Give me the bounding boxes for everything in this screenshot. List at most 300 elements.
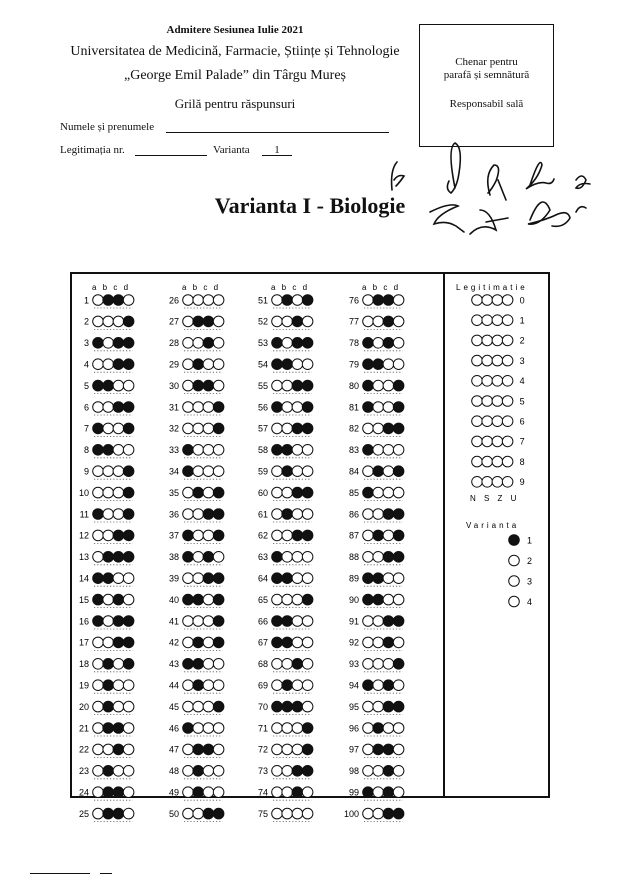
answer-bubble[interactable] bbox=[213, 552, 224, 563]
answer-bubble[interactable] bbox=[203, 359, 214, 370]
answer-bubble[interactable] bbox=[282, 744, 293, 755]
answer-bubble[interactable] bbox=[363, 359, 374, 370]
answer-bubble[interactable] bbox=[213, 445, 224, 456]
answer-bubble[interactable] bbox=[383, 423, 394, 434]
answer-bubble[interactable] bbox=[123, 766, 134, 777]
answer-bubble[interactable] bbox=[363, 380, 374, 391]
answer-bubble[interactable] bbox=[103, 466, 114, 477]
answer-bubble[interactable] bbox=[183, 402, 194, 413]
id-digit-bubble[interactable] bbox=[492, 416, 503, 427]
answer-bubble[interactable] bbox=[282, 487, 293, 498]
answer-bubble[interactable] bbox=[123, 616, 134, 627]
answer-bubble[interactable] bbox=[272, 787, 283, 798]
answer-bubble[interactable] bbox=[183, 359, 194, 370]
answer-bubble[interactable] bbox=[203, 637, 214, 648]
answer-bubble[interactable] bbox=[363, 723, 374, 734]
answer-bubble[interactable] bbox=[363, 744, 374, 755]
answer-bubble[interactable] bbox=[213, 573, 224, 584]
answer-bubble[interactable] bbox=[363, 487, 374, 498]
answer-bubble[interactable] bbox=[272, 637, 283, 648]
answer-bubble[interactable] bbox=[373, 445, 384, 456]
answer-bubble[interactable] bbox=[183, 616, 194, 627]
answer-bubble[interactable] bbox=[393, 766, 404, 777]
answer-bubble[interactable] bbox=[203, 594, 214, 605]
answer-bubble[interactable] bbox=[103, 637, 114, 648]
answer-bubble[interactable] bbox=[203, 680, 214, 691]
answer-bubble[interactable] bbox=[292, 359, 303, 370]
answer-bubble[interactable] bbox=[363, 295, 374, 306]
answer-bubble[interactable] bbox=[393, 701, 404, 712]
answer-bubble[interactable] bbox=[363, 445, 374, 456]
answer-bubble[interactable] bbox=[123, 594, 134, 605]
answer-bubble[interactable] bbox=[272, 509, 283, 520]
answer-bubble[interactable] bbox=[113, 744, 124, 755]
answer-bubble[interactable] bbox=[393, 659, 404, 670]
answer-bubble[interactable] bbox=[183, 316, 194, 327]
answer-bubble[interactable] bbox=[363, 680, 374, 691]
answer-bubble[interactable] bbox=[93, 509, 104, 520]
answer-bubble[interactable] bbox=[213, 701, 224, 712]
answer-bubble[interactable] bbox=[193, 594, 204, 605]
answer-bubble[interactable] bbox=[93, 808, 104, 819]
answer-bubble[interactable] bbox=[292, 338, 303, 349]
answer-bubble[interactable] bbox=[292, 616, 303, 627]
answer-bubble[interactable] bbox=[93, 552, 104, 563]
answer-bubble[interactable] bbox=[383, 637, 394, 648]
answer-bubble[interactable] bbox=[93, 487, 104, 498]
id-digit-bubble[interactable] bbox=[472, 436, 483, 447]
answer-bubble[interactable] bbox=[363, 509, 374, 520]
id-digit-bubble[interactable] bbox=[472, 376, 483, 387]
answer-bubble[interactable] bbox=[113, 766, 124, 777]
answer-bubble[interactable] bbox=[292, 744, 303, 755]
answer-bubble[interactable] bbox=[302, 744, 313, 755]
answer-bubble[interactable] bbox=[383, 594, 394, 605]
answer-bubble[interactable] bbox=[393, 573, 404, 584]
answer-bubble[interactable] bbox=[93, 680, 104, 691]
id-digit-bubble[interactable] bbox=[492, 477, 503, 488]
answer-bubble[interactable] bbox=[183, 573, 194, 584]
answer-bubble[interactable] bbox=[373, 594, 384, 605]
answer-bubble[interactable] bbox=[383, 744, 394, 755]
answer-bubble[interactable] bbox=[203, 423, 214, 434]
answer-bubble[interactable] bbox=[213, 659, 224, 670]
answer-bubble[interactable] bbox=[292, 701, 303, 712]
answer-bubble[interactable] bbox=[203, 487, 214, 498]
id-digit-bubble[interactable] bbox=[482, 396, 493, 407]
answer-bubble[interactable] bbox=[183, 808, 194, 819]
answer-bubble[interactable] bbox=[213, 295, 224, 306]
answer-bubble[interactable] bbox=[123, 509, 134, 520]
variant-bubble[interactable] bbox=[509, 535, 520, 546]
answer-bubble[interactable] bbox=[383, 723, 394, 734]
answer-bubble[interactable] bbox=[393, 552, 404, 563]
answer-bubble[interactable] bbox=[103, 680, 114, 691]
answer-bubble[interactable] bbox=[123, 787, 134, 798]
answer-bubble[interactable] bbox=[302, 423, 313, 434]
answer-bubble[interactable] bbox=[292, 552, 303, 563]
answer-bubble[interactable] bbox=[103, 573, 114, 584]
answer-bubble[interactable] bbox=[302, 466, 313, 477]
answer-bubble[interactable] bbox=[302, 487, 313, 498]
answer-bubble[interactable] bbox=[383, 402, 394, 413]
answer-bubble[interactable] bbox=[282, 530, 293, 541]
answer-bubble[interactable] bbox=[113, 316, 124, 327]
answer-bubble[interactable] bbox=[383, 530, 394, 541]
answer-bubble[interactable] bbox=[363, 552, 374, 563]
id-digit-bubble[interactable] bbox=[502, 436, 513, 447]
answer-bubble[interactable] bbox=[123, 744, 134, 755]
answer-bubble[interactable] bbox=[272, 487, 283, 498]
answer-bubble[interactable] bbox=[193, 552, 204, 563]
answer-bubble[interactable] bbox=[123, 723, 134, 734]
answer-bubble[interactable] bbox=[183, 594, 194, 605]
answer-bubble[interactable] bbox=[123, 466, 134, 477]
answer-bubble[interactable] bbox=[272, 380, 283, 391]
answer-bubble[interactable] bbox=[103, 487, 114, 498]
answer-bubble[interactable] bbox=[193, 445, 204, 456]
answer-bubble[interactable] bbox=[282, 509, 293, 520]
answer-bubble[interactable] bbox=[272, 530, 283, 541]
answer-bubble[interactable] bbox=[203, 744, 214, 755]
answer-bubble[interactable] bbox=[282, 637, 293, 648]
answer-bubble[interactable] bbox=[193, 616, 204, 627]
answer-bubble[interactable] bbox=[113, 359, 124, 370]
variant-bubble[interactable] bbox=[509, 596, 520, 607]
answer-bubble[interactable] bbox=[203, 316, 214, 327]
answer-bubble[interactable] bbox=[183, 445, 194, 456]
answer-bubble[interactable] bbox=[203, 701, 214, 712]
id-digit-bubble[interactable] bbox=[472, 396, 483, 407]
answer-bubble[interactable] bbox=[373, 659, 384, 670]
answer-bubble[interactable] bbox=[113, 659, 124, 670]
answer-bubble[interactable] bbox=[203, 509, 214, 520]
answer-bubble[interactable] bbox=[292, 509, 303, 520]
answer-bubble[interactable] bbox=[282, 659, 293, 670]
answer-bubble[interactable] bbox=[123, 380, 134, 391]
answer-bubble[interactable] bbox=[302, 659, 313, 670]
answer-bubble[interactable] bbox=[103, 402, 114, 413]
id-digit-bubble[interactable] bbox=[502, 396, 513, 407]
answer-bubble[interactable] bbox=[203, 723, 214, 734]
answer-bubble[interactable] bbox=[383, 509, 394, 520]
answer-bubble[interactable] bbox=[113, 530, 124, 541]
answer-bubble[interactable] bbox=[93, 423, 104, 434]
answer-bubble[interactable] bbox=[93, 466, 104, 477]
id-digit-bubble[interactable] bbox=[502, 295, 513, 306]
answer-bubble[interactable] bbox=[383, 808, 394, 819]
id-digit-bubble[interactable] bbox=[482, 456, 493, 467]
answer-bubble[interactable] bbox=[203, 445, 214, 456]
answer-bubble[interactable] bbox=[113, 338, 124, 349]
answer-bubble[interactable] bbox=[93, 594, 104, 605]
answer-bubble[interactable] bbox=[123, 423, 134, 434]
answer-bubble[interactable] bbox=[113, 402, 124, 413]
answer-bubble[interactable] bbox=[193, 573, 204, 584]
answer-bubble[interactable] bbox=[103, 295, 114, 306]
answer-bubble[interactable] bbox=[103, 445, 114, 456]
answer-bubble[interactable] bbox=[183, 487, 194, 498]
answer-bubble[interactable] bbox=[193, 380, 204, 391]
answer-bubble[interactable] bbox=[93, 766, 104, 777]
answer-bubble[interactable] bbox=[103, 594, 114, 605]
answer-bubble[interactable] bbox=[103, 530, 114, 541]
answer-bubble[interactable] bbox=[113, 295, 124, 306]
answer-bubble[interactable] bbox=[213, 766, 224, 777]
id-digit-bubble[interactable] bbox=[472, 456, 483, 467]
answer-bubble[interactable] bbox=[383, 701, 394, 712]
answer-bubble[interactable] bbox=[393, 637, 404, 648]
answer-bubble[interactable] bbox=[123, 316, 134, 327]
answer-bubble[interactable] bbox=[302, 616, 313, 627]
answer-bubble[interactable] bbox=[373, 680, 384, 691]
answer-bubble[interactable] bbox=[393, 744, 404, 755]
answer-bubble[interactable] bbox=[123, 487, 134, 498]
answer-bubble[interactable] bbox=[393, 402, 404, 413]
answer-bubble[interactable] bbox=[123, 402, 134, 413]
answer-bubble[interactable] bbox=[282, 808, 293, 819]
id-digit-bubble[interactable] bbox=[502, 355, 513, 366]
answer-bubble[interactable] bbox=[363, 530, 374, 541]
answer-bubble[interactable] bbox=[292, 466, 303, 477]
answer-bubble[interactable] bbox=[292, 766, 303, 777]
answer-bubble[interactable] bbox=[363, 637, 374, 648]
id-digit-bubble[interactable] bbox=[492, 456, 503, 467]
answer-bubble[interactable] bbox=[103, 509, 114, 520]
answer-bubble[interactable] bbox=[292, 723, 303, 734]
answer-bubble[interactable] bbox=[113, 423, 124, 434]
answer-bubble[interactable] bbox=[393, 594, 404, 605]
answer-bubble[interactable] bbox=[373, 766, 384, 777]
answer-bubble[interactable] bbox=[123, 552, 134, 563]
answer-bubble[interactable] bbox=[113, 701, 124, 712]
answer-bubble[interactable] bbox=[213, 316, 224, 327]
id-digit-bubble[interactable] bbox=[482, 295, 493, 306]
answer-bubble[interactable] bbox=[193, 744, 204, 755]
answer-bubble[interactable] bbox=[213, 616, 224, 627]
answer-bubble[interactable] bbox=[302, 359, 313, 370]
answer-bubble[interactable] bbox=[363, 766, 374, 777]
id-digit-bubble[interactable] bbox=[482, 315, 493, 326]
answer-bubble[interactable] bbox=[383, 316, 394, 327]
id-digit-bubble[interactable] bbox=[472, 335, 483, 346]
answer-bubble[interactable] bbox=[272, 466, 283, 477]
answer-bubble[interactable] bbox=[383, 338, 394, 349]
answer-bubble[interactable] bbox=[113, 445, 124, 456]
answer-bubble[interactable] bbox=[272, 573, 283, 584]
answer-bubble[interactable] bbox=[183, 295, 194, 306]
answer-bubble[interactable] bbox=[393, 808, 404, 819]
answer-bubble[interactable] bbox=[93, 616, 104, 627]
id-digit-bubble[interactable] bbox=[502, 335, 513, 346]
answer-bubble[interactable] bbox=[292, 808, 303, 819]
answer-bubble[interactable] bbox=[302, 338, 313, 349]
answer-bubble[interactable] bbox=[302, 530, 313, 541]
answer-bubble[interactable] bbox=[93, 701, 104, 712]
answer-bubble[interactable] bbox=[393, 680, 404, 691]
answer-bubble[interactable] bbox=[282, 402, 293, 413]
id-digit-bubble[interactable] bbox=[492, 355, 503, 366]
answer-bubble[interactable] bbox=[203, 402, 214, 413]
answer-bubble[interactable] bbox=[272, 552, 283, 563]
answer-bubble[interactable] bbox=[383, 295, 394, 306]
answer-bubble[interactable] bbox=[373, 552, 384, 563]
answer-bubble[interactable] bbox=[272, 616, 283, 627]
answer-bubble[interactable] bbox=[213, 487, 224, 498]
answer-bubble[interactable] bbox=[193, 338, 204, 349]
answer-bubble[interactable] bbox=[193, 509, 204, 520]
answer-bubble[interactable] bbox=[363, 787, 374, 798]
answer-bubble[interactable] bbox=[123, 701, 134, 712]
id-digit-bubble[interactable] bbox=[482, 416, 493, 427]
answer-bubble[interactable] bbox=[193, 423, 204, 434]
answer-bubble[interactable] bbox=[383, 380, 394, 391]
answer-bubble[interactable] bbox=[123, 573, 134, 584]
answer-bubble[interactable] bbox=[103, 723, 114, 734]
answer-bubble[interactable] bbox=[302, 766, 313, 777]
answer-bubble[interactable] bbox=[373, 466, 384, 477]
answer-bubble[interactable] bbox=[93, 637, 104, 648]
answer-bubble[interactable] bbox=[203, 380, 214, 391]
answer-bubble[interactable] bbox=[93, 402, 104, 413]
answer-bubble[interactable] bbox=[292, 659, 303, 670]
answer-bubble[interactable] bbox=[183, 530, 194, 541]
answer-bubble[interactable] bbox=[292, 295, 303, 306]
answer-bubble[interactable] bbox=[373, 380, 384, 391]
answer-bubble[interactable] bbox=[373, 316, 384, 327]
id-digit-bubble[interactable] bbox=[482, 436, 493, 447]
answer-bubble[interactable] bbox=[103, 808, 114, 819]
answer-bubble[interactable] bbox=[292, 380, 303, 391]
answer-bubble[interactable] bbox=[183, 723, 194, 734]
answer-bubble[interactable] bbox=[302, 723, 313, 734]
answer-bubble[interactable] bbox=[282, 594, 293, 605]
answer-bubble[interactable] bbox=[103, 701, 114, 712]
answer-bubble[interactable] bbox=[213, 423, 224, 434]
answer-bubble[interactable] bbox=[393, 509, 404, 520]
answer-bubble[interactable] bbox=[123, 359, 134, 370]
answer-bubble[interactable] bbox=[103, 552, 114, 563]
answer-bubble[interactable] bbox=[363, 659, 374, 670]
answer-bubble[interactable] bbox=[282, 552, 293, 563]
answer-bubble[interactable] bbox=[103, 766, 114, 777]
answer-bubble[interactable] bbox=[123, 808, 134, 819]
answer-bubble[interactable] bbox=[183, 423, 194, 434]
answer-bubble[interactable] bbox=[93, 295, 104, 306]
answer-bubble[interactable] bbox=[292, 402, 303, 413]
answer-bubble[interactable] bbox=[282, 338, 293, 349]
answer-bubble[interactable] bbox=[302, 701, 313, 712]
answer-bubble[interactable] bbox=[302, 637, 313, 648]
answer-bubble[interactable] bbox=[123, 637, 134, 648]
answer-bubble[interactable] bbox=[383, 659, 394, 670]
answer-bubble[interactable] bbox=[183, 787, 194, 798]
answer-bubble[interactable] bbox=[363, 594, 374, 605]
answer-bubble[interactable] bbox=[103, 359, 114, 370]
answer-bubble[interactable] bbox=[373, 295, 384, 306]
answer-bubble[interactable] bbox=[93, 723, 104, 734]
id-digit-bubble[interactable] bbox=[482, 355, 493, 366]
answer-bubble[interactable] bbox=[123, 680, 134, 691]
id-digit-bubble[interactable] bbox=[492, 315, 503, 326]
answer-bubble[interactable] bbox=[203, 295, 214, 306]
answer-bubble[interactable] bbox=[383, 359, 394, 370]
answer-bubble[interactable] bbox=[373, 509, 384, 520]
id-digit-bubble[interactable] bbox=[502, 456, 513, 467]
answer-bubble[interactable] bbox=[383, 680, 394, 691]
answer-bubble[interactable] bbox=[93, 659, 104, 670]
answer-bubble[interactable] bbox=[213, 402, 224, 413]
answer-bubble[interactable] bbox=[393, 445, 404, 456]
answer-bubble[interactable] bbox=[103, 316, 114, 327]
answer-bubble[interactable] bbox=[373, 744, 384, 755]
answer-bubble[interactable] bbox=[393, 423, 404, 434]
answer-bubble[interactable] bbox=[183, 338, 194, 349]
answer-bubble[interactable] bbox=[113, 723, 124, 734]
id-digit-bubble[interactable] bbox=[472, 416, 483, 427]
answer-bubble[interactable] bbox=[292, 573, 303, 584]
answer-bubble[interactable] bbox=[183, 744, 194, 755]
answer-bubble[interactable] bbox=[302, 680, 313, 691]
answer-bubble[interactable] bbox=[203, 659, 214, 670]
answer-bubble[interactable] bbox=[213, 359, 224, 370]
answer-bubble[interactable] bbox=[302, 573, 313, 584]
answer-bubble[interactable] bbox=[302, 316, 313, 327]
answer-bubble[interactable] bbox=[183, 509, 194, 520]
answer-bubble[interactable] bbox=[203, 616, 214, 627]
answer-bubble[interactable] bbox=[363, 701, 374, 712]
answer-bubble[interactable] bbox=[123, 295, 134, 306]
answer-bubble[interactable] bbox=[113, 680, 124, 691]
answer-bubble[interactable] bbox=[393, 723, 404, 734]
answer-bubble[interactable] bbox=[282, 423, 293, 434]
answer-bubble[interactable] bbox=[363, 808, 374, 819]
answer-bubble[interactable] bbox=[183, 701, 194, 712]
answer-bubble[interactable] bbox=[292, 787, 303, 798]
answer-bubble[interactable] bbox=[183, 380, 194, 391]
answer-bubble[interactable] bbox=[373, 808, 384, 819]
answer-bubble[interactable] bbox=[272, 701, 283, 712]
answer-bubble[interactable] bbox=[213, 509, 224, 520]
answer-bubble[interactable] bbox=[282, 380, 293, 391]
answer-bubble[interactable] bbox=[383, 445, 394, 456]
answer-bubble[interactable] bbox=[213, 680, 224, 691]
answer-bubble[interactable] bbox=[282, 723, 293, 734]
answer-bubble[interactable] bbox=[282, 573, 293, 584]
answer-bubble[interactable] bbox=[272, 359, 283, 370]
answer-bubble[interactable] bbox=[213, 530, 224, 541]
answer-bubble[interactable] bbox=[193, 723, 204, 734]
answer-bubble[interactable] bbox=[272, 402, 283, 413]
id-digit-bubble[interactable] bbox=[492, 335, 503, 346]
answer-bubble[interactable] bbox=[203, 808, 214, 819]
answer-bubble[interactable] bbox=[363, 616, 374, 627]
answer-bubble[interactable] bbox=[183, 659, 194, 670]
answer-bubble[interactable] bbox=[363, 423, 374, 434]
id-digit-bubble[interactable] bbox=[482, 376, 493, 387]
answer-bubble[interactable] bbox=[373, 338, 384, 349]
answer-bubble[interactable] bbox=[282, 766, 293, 777]
answer-bubble[interactable] bbox=[292, 423, 303, 434]
answer-bubble[interactable] bbox=[103, 423, 114, 434]
answer-bubble[interactable] bbox=[113, 616, 124, 627]
answer-bubble[interactable] bbox=[113, 594, 124, 605]
answer-bubble[interactable] bbox=[213, 637, 224, 648]
answer-bubble[interactable] bbox=[193, 766, 204, 777]
answer-bubble[interactable] bbox=[113, 487, 124, 498]
answer-bubble[interactable] bbox=[292, 530, 303, 541]
answer-bubble[interactable] bbox=[272, 295, 283, 306]
